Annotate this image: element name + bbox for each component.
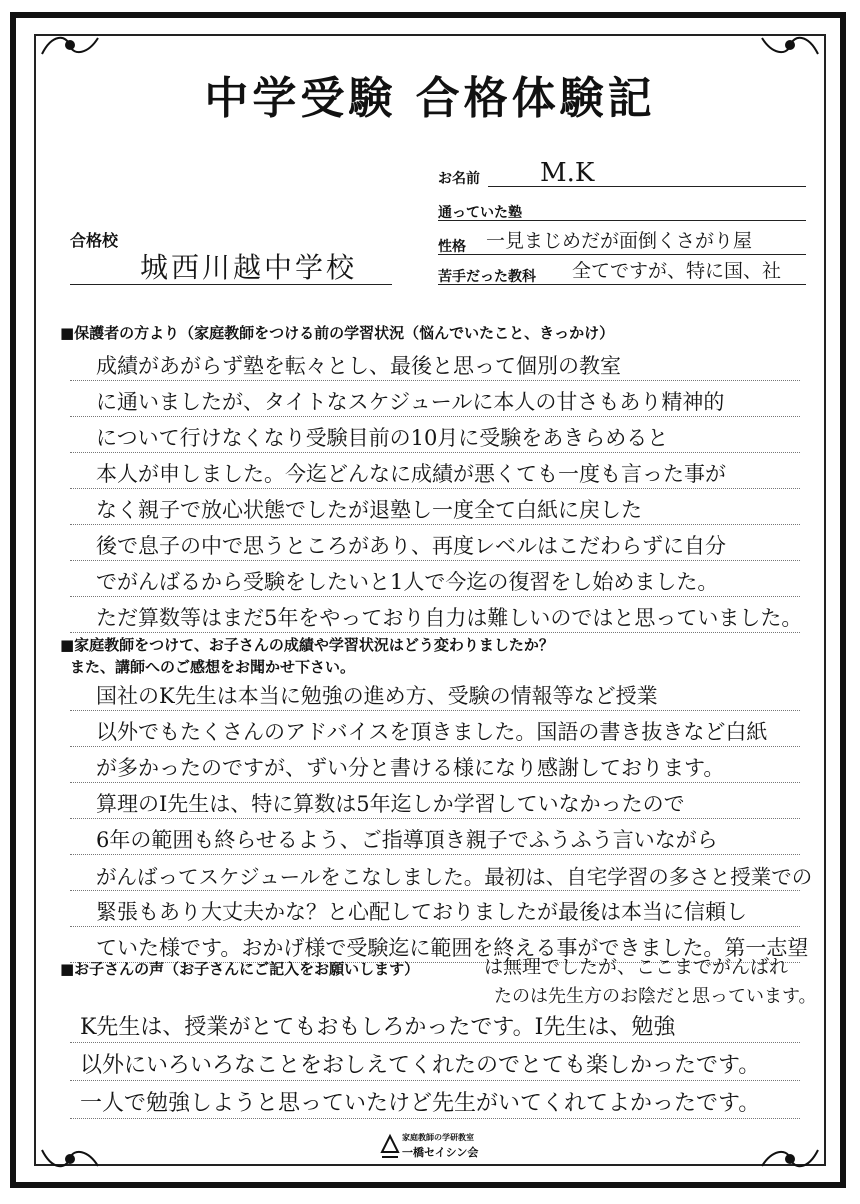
writing-rule [70,452,800,453]
handwritten-line: 緊張もあり大丈夫かな？と心配しておりましたが最後は本当に信頼し [96,900,747,924]
section-parent-before-heading: ■保護者の方より（家庭教師をつける前の学習状況（悩んでいたこと、きっかけ） [60,324,615,342]
juku-underline [438,220,806,221]
writing-rule [70,1080,800,1081]
flourish-ornament-bottom-right [760,1144,820,1174]
section-parent-after-subheading: また、講師へのご感想をお聞かせ下さい。 [70,658,356,676]
weak-subject-value: 全てですが、特に国、社 [572,260,782,282]
handwritten-line: 本人が申しました。今迄どんなに成績が悪くても一度も言った事が [96,462,726,486]
writing-rule [70,746,800,747]
juku-label: 通っていた塾 [438,205,522,221]
handwritten-line: なく親子で放心状態でしたが退塾し一度全て白紙に戻した [96,498,642,522]
personality-value: 一見まじめだが面倒くさがり屋 [486,230,753,252]
logo-tagline: 家庭教師の学研教室 [402,1133,474,1142]
name-value: M.K [540,158,595,188]
school-label: 合格校 [70,231,119,250]
writing-rule [70,596,800,597]
company-logo [380,1130,484,1162]
writing-rule [70,1118,800,1119]
handwritten-line: 以外にいろいろなことをおしえてくれたのでとても楽しかったです。 [80,1053,761,1078]
writing-rule [70,1042,800,1043]
weak-subject-underline [438,284,806,285]
writing-rule [70,782,800,783]
writing-rule [70,890,800,891]
name-label: お名前 [438,171,480,187]
section-child-voice-heading: ■お子さんの声（お子さんにご記入をお願いします） [60,960,420,978]
writing-rule [70,416,800,417]
handwritten-line: 算理のI先生は、特に算数は5年迄しか学習していなかったので [96,792,685,816]
writing-rule [70,380,800,381]
handwritten-line: K先生は、授業がとてもおもしろかったです。I先生は、勉強 [80,1015,676,1040]
writing-rule [70,524,800,525]
handwritten-line: ただ算数等はまだ5年をやっており自力は難しいのではと思っていました。 [96,606,803,630]
flourish-ornament-top-left [40,30,100,60]
handwritten-line: でがんばるから受験をしたいと1人で今迄の復習をし始めました。 [96,570,719,594]
handwritten-line: 国社のK先生は本当に勉強の進め方、受験の情報等など授業 [96,684,658,708]
writing-rule [70,560,800,561]
handwritten-line: に通いましたが、タイトなスケジュールに本人の甘さもあり精神的 [96,390,725,414]
flourish-ornament-bottom-left [40,1144,100,1174]
personality-label: 性格 [438,239,466,255]
page-title: 中学受験 合格体験記 [204,73,656,124]
handwritten-line: が多かったのですが、ずい分と書ける様になり感謝しております。 [96,756,725,780]
writing-rule [70,632,800,633]
handwritten-line: 後で息子の中で思うところがあり、再度レベルはこだわらずに自分 [96,534,726,558]
writing-rule [70,926,800,927]
logo-company-name: 一橋セイシン会 [402,1146,479,1159]
writing-rule [70,854,800,855]
handwritten-line: ていた様です。おかげ様で受験迄に範囲を終える事ができました。第一志望 [96,936,809,960]
name-underline [488,186,806,187]
handwritten-line: 一人で勉強しようと思っていたけど先生がいてくれてよかったです。 [80,1091,761,1116]
personality-underline [438,254,806,255]
handwritten-line: 6年の範囲も終らせるよう、ご指導頂き親子でふうふう言いながら [96,828,718,852]
school-value: 城西川越中学校 [140,251,358,284]
logo-mark-icon [380,1132,400,1160]
handwritten-line: がんばってスケジュールをこなしました。最初は、自宅学習の多さと授業での [96,865,813,889]
writing-rule [70,710,800,711]
weak-subject-label: 苦手だった教科 [438,269,536,285]
handwritten-line: について行けなくなり受験目前の10月に受験をあきらめると [96,426,669,450]
handwritten-line: 成績があがらず塾を転々とし、最後と思って個別の教室 [96,354,621,378]
section-parent-after-continuation-a: は無理でしたが、ここまでがんばれ [484,956,789,978]
writing-rule [70,488,800,489]
flourish-ornament-top-right [760,30,820,60]
section-parent-after-continuation-b: たのは先生方のお陰だと思っています。 [494,986,817,1007]
handwritten-line: 以外でもたくさんのアドバイスを頂きました。国語の書き抜きなど白紙 [96,720,768,744]
writing-rule [70,818,800,819]
section-parent-after-heading: ■家庭教師をつけて、お子さんの成績や学習状況はどう変わりましたか？ [60,636,554,654]
